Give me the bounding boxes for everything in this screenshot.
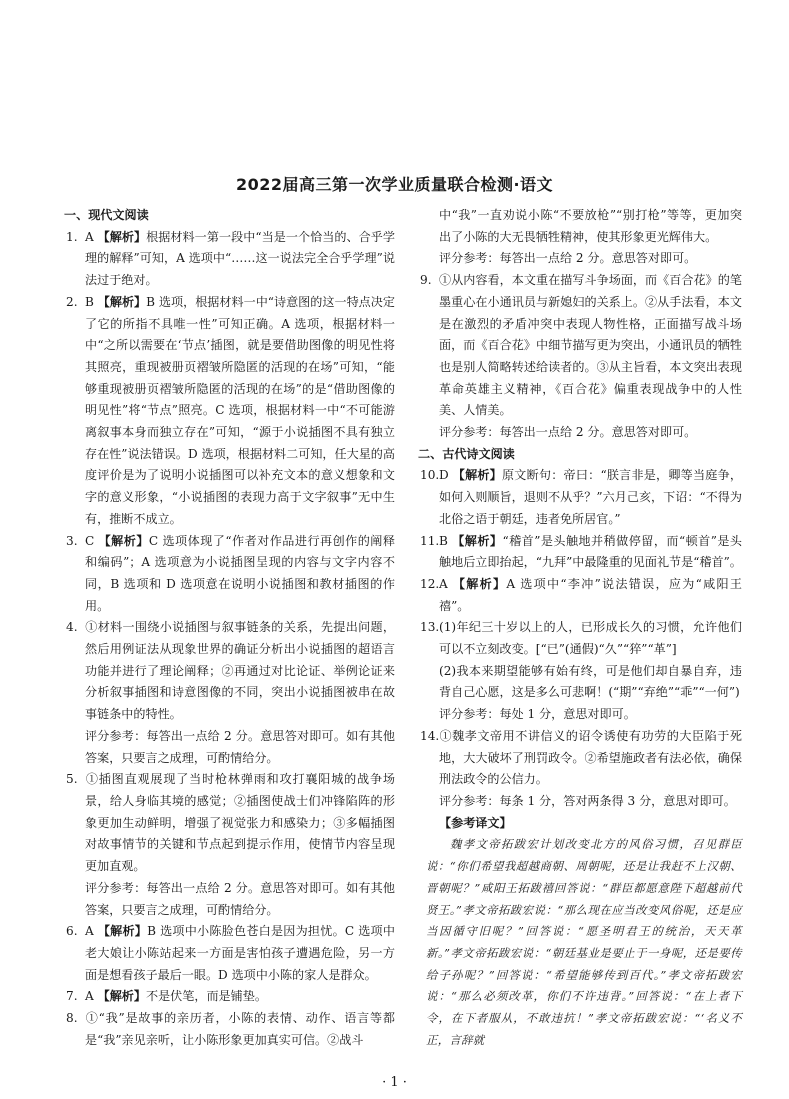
answer-item-7: 7. A 【解析】不是伏笔，而是铺垫。 [66,989,267,1004]
answer-item-10: 10.D 【解析】原文断句：帝曰：“朕言非是，卿等当庭争，如何入则顺旨，退则不从乎？”六月己亥，下诏：“不得为北俗之语于朝廷，违者免所居官。” [420,468,742,526]
score-note: 评分参考：每答出一点给 2 分。意思答对即可。如有其他答案，只要言之成理，可酌情给分。 [85,728,395,765]
answer-item-8: 8. ①“我”是故事的亲历者，小陈的表情、动作、语言等都是“我”亲见亲听，让小陈形象更加真实可信。②战斗 [66,1011,395,1047]
page-number: · 1 · [382,1075,407,1090]
answer-item-5: 5. ①插图直观展现了当时枪林弹雨和攻打襄阳城的战争场景，给人身临其境的感觉；②插图使战士们冲锋陷阵的形象更加生动鲜明，增强了视觉张力和感染力；③多幅插图对故事情节的关键和节点起到提示作用，使情节内容呈现更加直观。 [66,772,395,874]
score-note: 评分参考：每条 1 分，答对两条得 3 分，意思对即可。 [439,793,736,808]
section-heading: 二、古代诗文阅读 [418,446,515,461]
answer-item-8-continued: 中“我”一直劝说小陈“不要放枪”“别打枪”等等，更加突出了小陈的大无畏牺牲精神，使其形象更光辉伟大。 [439,208,742,244]
score-note: 评分参考：每处 1 分，意思对即可。 [439,707,636,722]
page-title: 2022届高三第一次学业质量联合检测·语文 [235,175,554,194]
answer-item-4: 4. ①材料一围绕小说插图与叙事链条的关系，先提出问题，然后用例证法从现象世界的确证分析出小说插图的超语言功能并进行了理论阐释；②再通过对比论证、举例论证来分析叙事插图和诗意图像的不同，突出小说插图被串在故事链条中的特性。 [66,620,395,722]
answer-item-1: 1. A 【解析】根据材料一第一段中“当是一个恰当的、合乎学理的解释”可知，A 选项中“……这一说法完全合乎学理”说法过于绝对。 [66,229,395,288]
answer-item-13-part2: (2)我本来期望能够有始有终，可是他们却自暴自弃，违背自己心愿，这是多么可悲啊！(“期”“弃绝”“乖”“一何”) [439,663,742,700]
reference-translation-heading: 【参考译文】 [439,815,512,830]
answer-item-9: 9. ①从内容看，本文重在描写斗争场面，而《百合花》的笔墨重心在小通讯员与新媳妇的关系上。②从手法看，本文是在激烈的矛盾冲突中表现人物性格，正面描写战斗场面，而《百合花》中细节描写更为突出，小通讯员的牺牲也是别人简略转述给读者的。③从主旨看，本文突出表现革命英雄主义精神，《百合花》偏重表现战争中的人性美、人情美。 [420,273,742,418]
reference-translation: 魏孝文帝拓跋宏计划改变北方的风俗习惯，召见群臣说：“你们希望我超越商朝、周朝呢，还是让我赶不上汉朝、晋朝呢？”咸阳王拓跋禧回答说：“群臣都愿意陛下超越前代贤王。”孝文帝拓跋宏说：“那么现在应当改变风俗呢，还是应当因循守旧呢？”回答说：“愿圣明君王的统治，天天革新。”孝文帝拓跋宏说：“朝廷基业是要止于一身呢，还是要传给子孙呢？”回答说：“希望能够传到百代。”孝文帝拓跋宏说：“那么必须改革，你们不许违背。”回答说：“在上者下令，在下者服从，不敢违抗！”孝文帝拓跋宏说：“‘名义不正，言辞就 [426,837,742,1047]
score-note: 评分参考：每答出一点给 2 分。意思答对即可。如有其他答案，只要言之成理，可酌情给分。 [85,880,395,917]
section-heading: 一、现代文阅读 [64,208,149,222]
answer-item-13: 13.(1)年纪三十岁以上的人，已形成长久的习惯，允许他们可以不立刻改变。[“已”(通假)“久”“猝”“革”] [420,620,742,657]
answer-item-3: 3. C 【解析】C 选项体现了“作者对作品进行再创作的阐释和编码”；A 选项意为小说插图呈现的内容与文字内容不同，B 选项和 D 选项意在说明小说插图和教材插图的作用。 [66,533,395,613]
score-note: 评分参考：每答出一点给 2 分。意思答对即可。 [439,425,697,440]
answer-item-12: 12.A 【解析】A 选项中“李冲”说法错误，应为“咸阳王禧”。 [420,576,742,613]
answer-item-11: 11.B 【解析】“稽首”是头触地并稍做停留，而“顿首”是头触地后立即抬起，“九拜”中最隆重的见面礼节是“稽首”。 [420,533,742,570]
right-column [420,205,742,1051]
left-column [66,205,395,1051]
answer-item-14: 14.①魏孝文帝用不讲信义的诏令诱使有功劳的大臣陷于死地，大大破坏了刑罚政令。②希望施政者有法必依，确保刑法政令的公信力。 [420,728,742,787]
score-note: 评分参考：每答出一点给 2 分。意思答对即可。 [439,251,697,266]
answer-item-6: 6. A 【解析】B 选项中小陈脸色苍白是因为担忧。C 选项中老大娘让小陈站起来一方面是害怕孩子遭遇危险，另一方面是想看孩子最后一眼。D 选项中小陈的家人是群众。 [66,924,395,982]
answer-item-2: 2. B 【解析】B 选项，根据材料一中“诗意图的这一特点决定了它的所指不具唯一性”可知正确。A 选项，根据材料一中“之所以需要在‘节点’插图，就是要借助图像的明见性将其照亮，重现被册页褶皱所隐匿的活现的在场”可知，“能够重现被册页褶皱所隐匿的活现的在场”的是“借助图像的明见性”将“节点”照亮。C 选项，根据材料一中“不可能游离叙事本身而独立存在”可知，“源于小说插图不具有独立存在性”说法错误。D 选项，根据材料二可知，任大星的高度评价是为了说明小说插图可以补充文本的意义想象和文字的意义形象，“小说插图的表现力高于文字叙事”无中生有，推断不成立。 [66,294,395,526]
